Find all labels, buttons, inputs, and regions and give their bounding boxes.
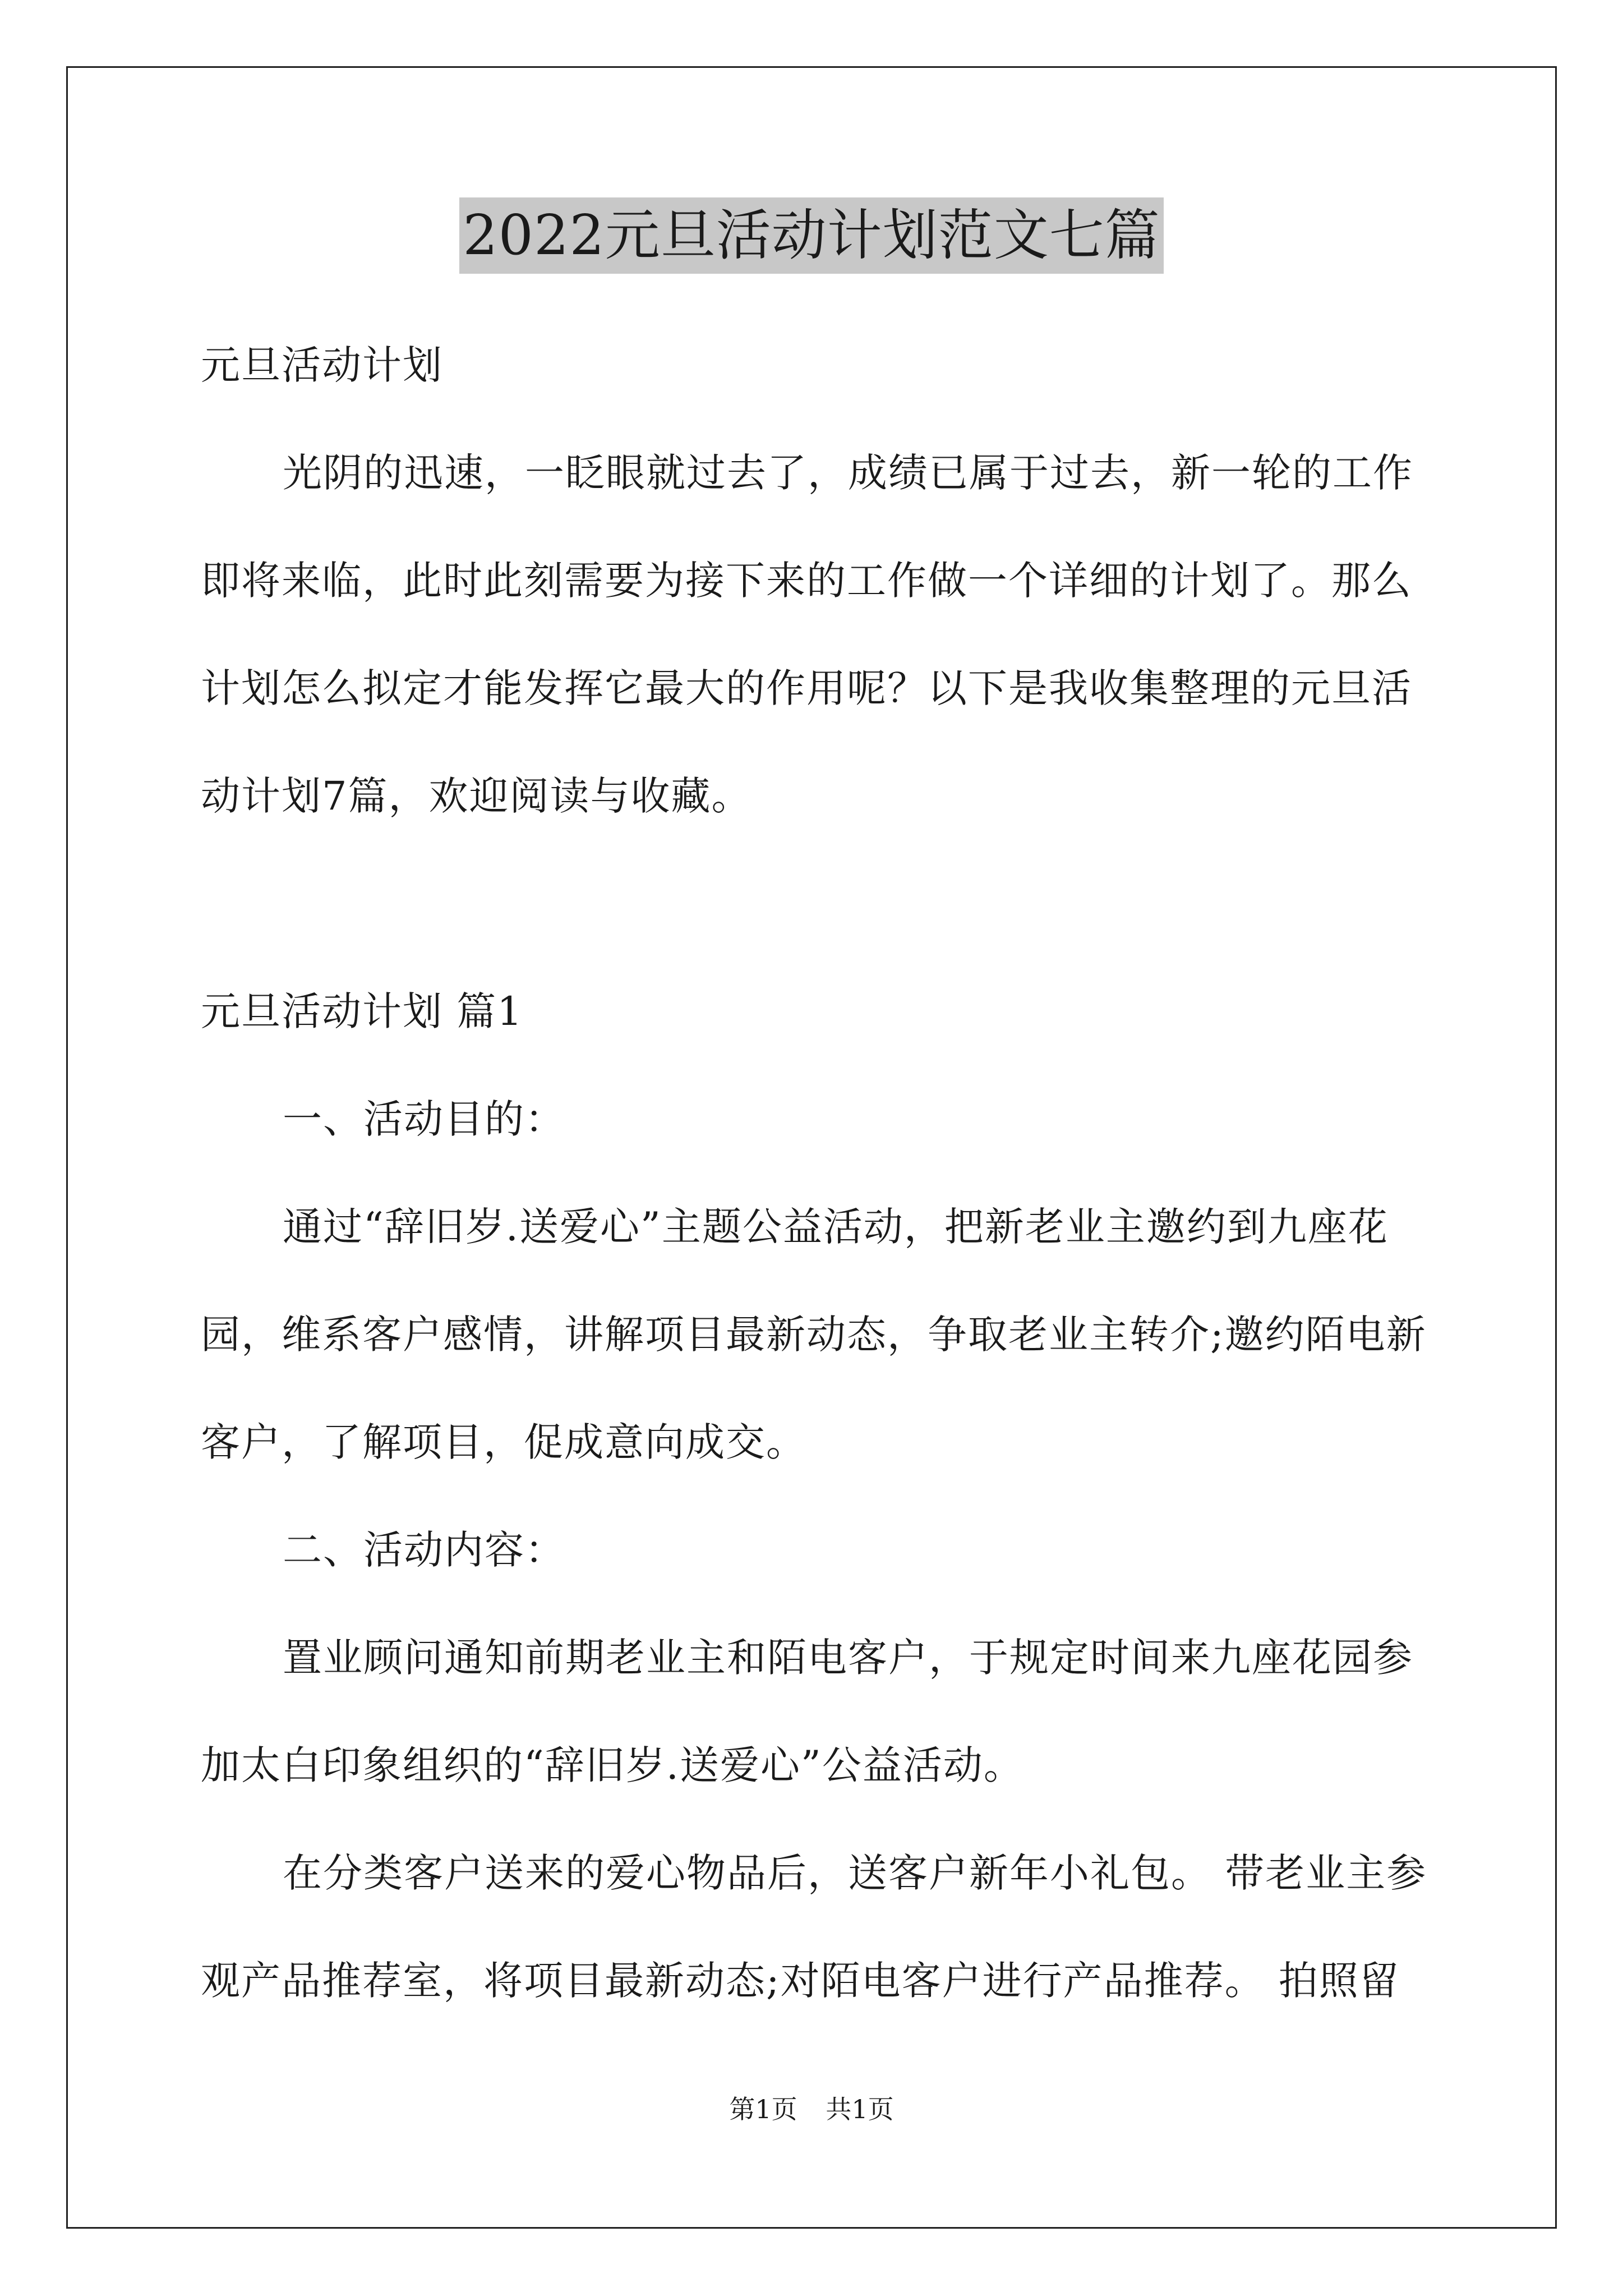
page-total: 共1页 — [826, 2094, 894, 2124]
page-number: 第1页 — [729, 2094, 797, 2124]
text-line: 光阴的迅速，一眨眼就过去了，成绩已属于过去，新一轮的工作 — [283, 450, 1413, 496]
text-line: 计划怎么拟定才能发挥它最大的作用呢？以下是我收集整理的元旦活 — [201, 665, 1412, 711]
text-line: 即将来临，此时此刻需要为接下来的工作做一个详细的计划了。那么 — [201, 558, 1412, 604]
text-line: 动计划7篇，欢迎阅读与收藏。 — [201, 773, 752, 819]
text-line: 观产品推荐室，将项目最新动态;对陌电客户进行产品推荐。 拍照留 — [201, 1958, 1400, 2004]
document-body — [201, 311, 1435, 2035]
text-line: 元旦活动计划 — [201, 342, 443, 388]
text-line: 一、活动目的： — [283, 1096, 565, 1142]
text-line: 二、活动内容： — [283, 1527, 565, 1573]
title-container — [0, 197, 1623, 274]
text-line: 在分类客户送来的爱心物品后，送客户新年小礼包。 带老业主参 — [283, 1850, 1427, 1896]
text-line: 园，维系客户感情，讲解项目最新动态，争取老业主转介;邀约陌电新 — [201, 1312, 1427, 1358]
text-line: 元旦活动计划 篇1 — [201, 988, 523, 1034]
blank-line — [201, 850, 1435, 958]
text-line: 加太白印象组织的“辞旧岁.送爱心”公益活动。 — [201, 1742, 1024, 1788]
text-line: 客户，了解项目，促成意向成交。 — [201, 1419, 806, 1465]
document-title: 2022元旦活动计划范文七篇 — [459, 197, 1163, 274]
text-line: 通过“辞旧岁.送爱心”主题公益活动，把新老业主邀约到九座花 — [283, 1204, 1389, 1250]
text-line: 置业顾问通知前期老业主和陌电客户，于规定时间来九座花园参 — [283, 1635, 1413, 1681]
page-footer — [0, 2092, 1623, 2126]
